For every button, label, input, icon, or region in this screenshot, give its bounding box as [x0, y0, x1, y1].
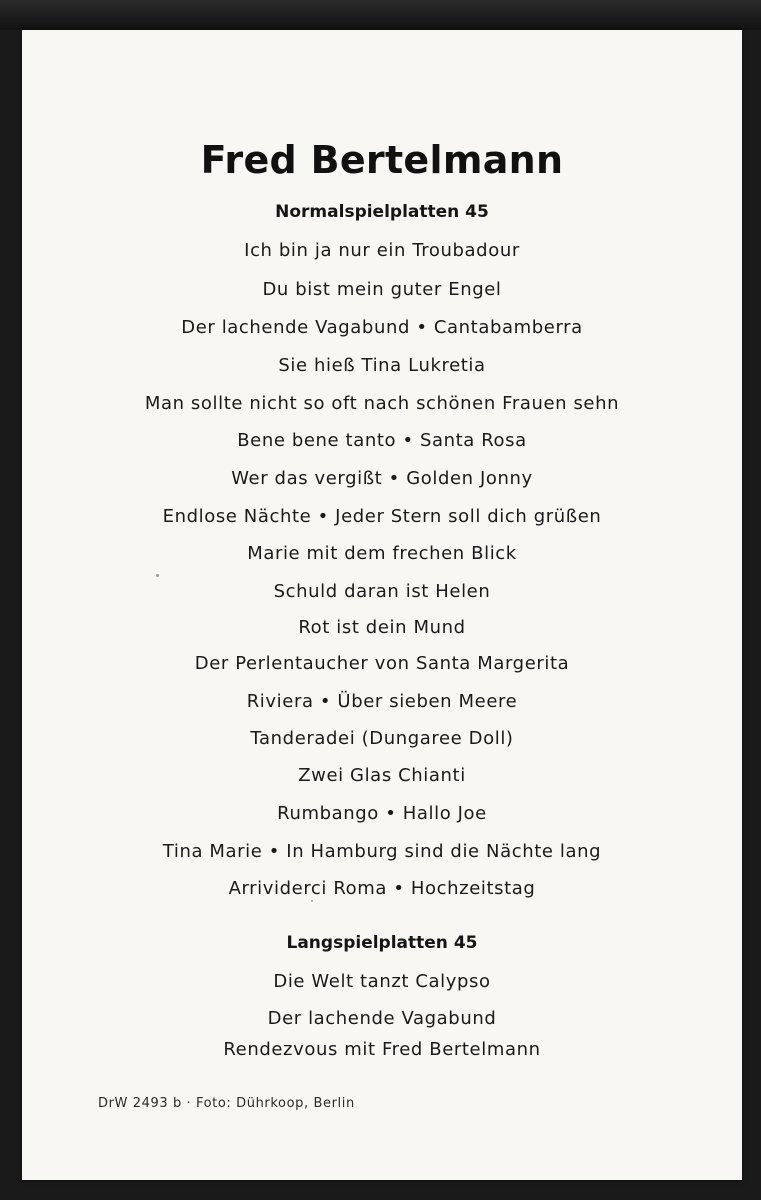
paper-speck [311, 900, 313, 902]
song-line: Arrividerci Roma • Hochzeitstag [228, 878, 536, 899]
song-line: Ich bin ja nur ein Troubadour [244, 240, 520, 261]
paper-speck [156, 574, 159, 577]
song-line: Sie hieß Tina Lukretia [278, 355, 486, 376]
song-line: Rendezvous mit Fred Bertelmann [223, 1039, 541, 1060]
print-credit: DrW 2493 b · Foto: Dührkoop, Berlin [98, 1096, 355, 1111]
song-line: Der Perlentaucher von Santa Margerita [194, 653, 570, 674]
song-line: Du bist mein guter Engel [262, 279, 502, 300]
song-line: Tina Marie • In Hamburg sind die Nächte lang [162, 841, 602, 862]
song-line: Tanderadei (Dungaree Doll) [250, 728, 514, 749]
song-line: Der lachende Vagabund • Cantabamberra [181, 317, 583, 338]
photo-frame-edge [0, 0, 761, 30]
song-line: Riviera • Über sieben Meere [246, 691, 518, 712]
section-heading-normalspielplatten: Normalspielplatten 45 [275, 202, 489, 222]
song-line: Bene bene tanto • Santa Rosa [237, 430, 527, 451]
song-line: Die Welt tanzt Calypso [273, 971, 491, 992]
song-line: Wer das vergißt • Golden Jonny [231, 468, 533, 489]
song-line: Rumbango • Hallo Joe [277, 803, 487, 824]
song-line: Endlose Nächte • Jeder Stern soll dich grüßen [162, 506, 602, 527]
section-heading-langspielplatten: Langspielplatten 45 [286, 933, 478, 953]
artist-title: Fred Bertelmann [200, 138, 564, 182]
song-line: Zwei Glas Chianti [298, 765, 466, 786]
song-line: Man sollte nicht so oft nach schönen Frauen sehn [144, 393, 620, 414]
postcard [22, 30, 742, 1180]
song-line: Marie mit dem frechen Blick [247, 543, 517, 564]
song-line: Rot ist dein Mund [298, 617, 466, 638]
song-line: Schuld daran ist Helen [273, 581, 491, 602]
song-line: Der lachende Vagabund [267, 1008, 497, 1029]
